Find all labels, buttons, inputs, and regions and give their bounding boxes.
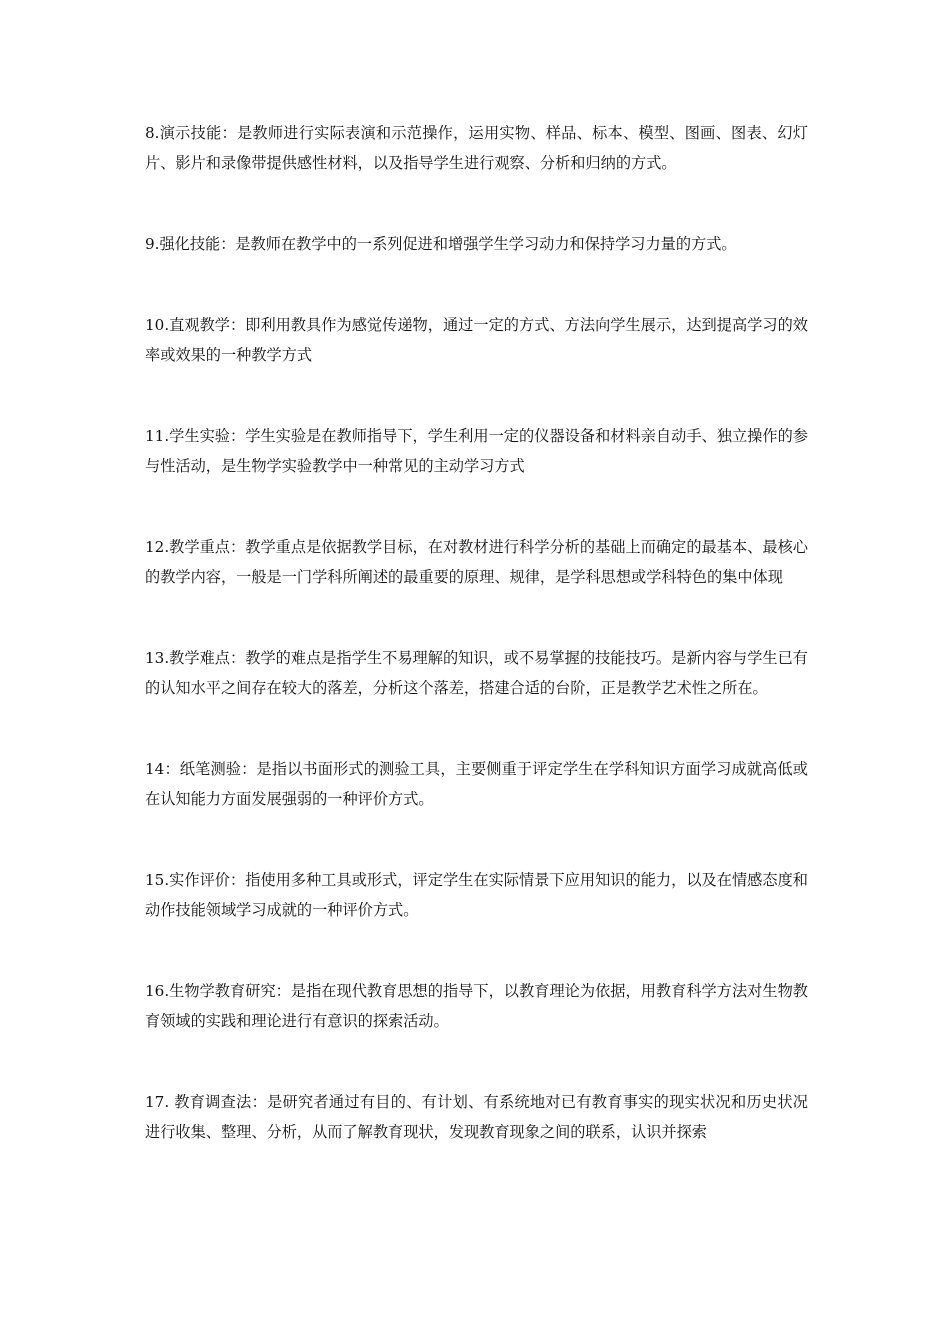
paragraph-teaching-difficulties: 13.教学难点：教学的难点是指学生不易理解的知识，或不易掌握的技能技巧。是新内容与学生已有的认知水平之间存在较大的落差，分析这个落差，搭建合适的台阶，正是教学艺术性之所在。 [145,649,808,697]
paragraph-performance-assessment: 15.实作评价：指使用多种工具或形式，评定学生在实际情景下应用知识的能力，以及在情感态度和动作技能领域学习成就的一种评价方式。 [145,871,808,919]
paragraph-demonstration-skill: 8.演示技能：是教师进行实际表演和示范操作，运用实物、样品、标本、模型、图画、图表、幻灯片、影片和录像带提供感性材料，以及指导学生进行观察、分析和归纳的方式。 [145,124,808,172]
paragraph-reinforcement-skill: 9.强化技能：是教师在教学中的一系列促进和增强学生学习动力和保持学习力量的方式。 [145,235,737,253]
document-body [145,118,808,1147]
paragraph-student-experiment: 11.学生实验：学生实验是在教师指导下，学生利用一定的仪器设备和材料亲自动手、独立操作的参与性活动，是生物学实验教学中一种常见的主动学习方式 [145,427,808,475]
paragraph-education-survey-method: 17. 教育调查法：是研究者通过有目的、有计划、有系统地对已有教育事实的现实状况和历史状况进行收集、整理、分析，从而了解教育现状，发现教育现象之间的联系，认识并探索 [145,1093,808,1141]
paragraph-biology-education-research: 16.生物学教育研究：是指在现代教育思想的指导下，以教育理论为依据，用教育科学方法对生物教育领域的实践和理论进行有意识的探索活动。 [145,982,808,1030]
paragraph-paper-pencil-test: 14：纸笔测验：是指以书面形式的测验工具，主要侧重于评定学生在学科知识方面学习成就高低或在认知能力方面发展强弱的一种评价方式。 [145,760,808,808]
paragraph-intuitive-teaching: 10.直观教学：即利用教具作为感觉传递物，通过一定的方式、方法向学生展示，达到提高学习的效率或效果的一种教学方式 [145,316,808,364]
paragraph-teaching-key-points: 12.教学重点：教学重点是依据教学目标，在对教材进行科学分析的基础上而确定的最基本、最核心的教学内容，一般是一门学科所阐述的最重要的原理、规律，是学科思想或学科特色的集中体现 [145,538,808,586]
